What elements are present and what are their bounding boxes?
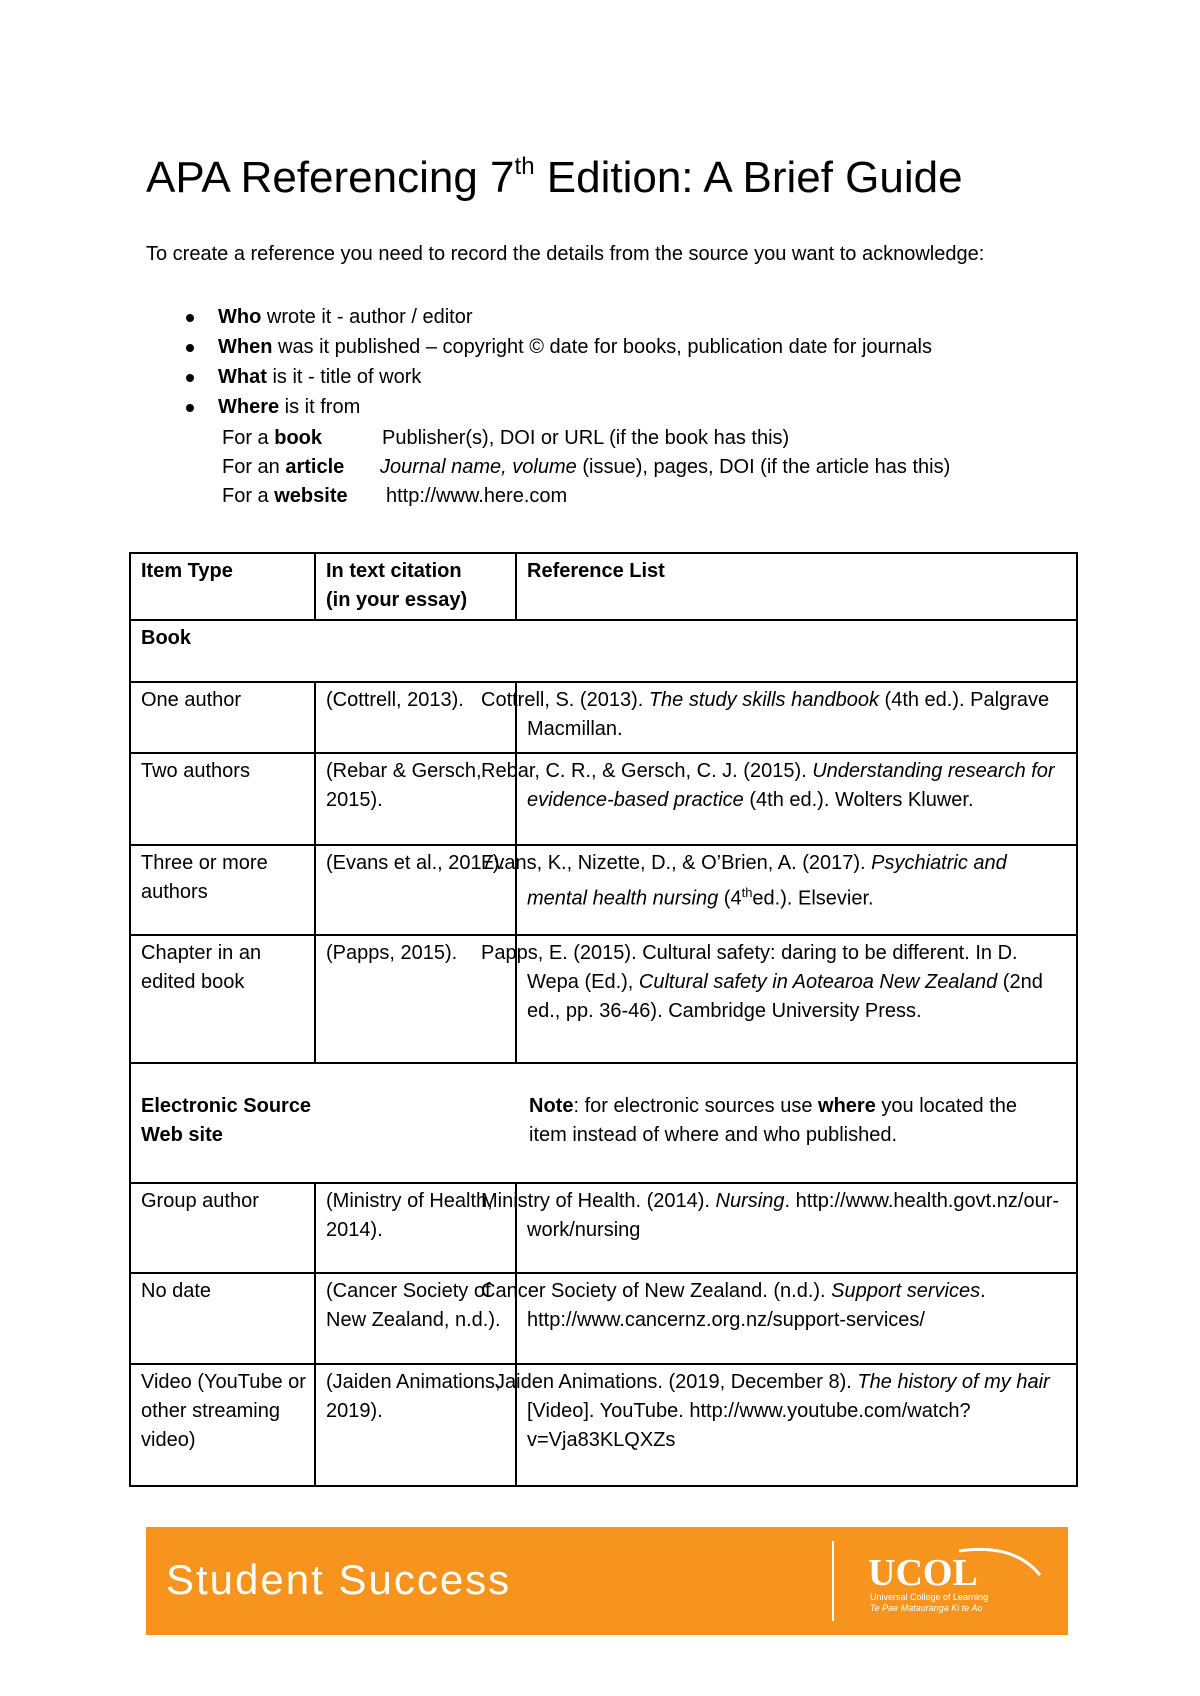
- table-row: [130, 753, 1077, 845]
- reference: Papps, E. (2015). Cultural safety: daring to be different. In D. Wepa (Ed.), Cultural safety in Aotearoa New Zealand (2nd ed., pp. 36-46). Cambridge University Press.: [516, 935, 1077, 1063]
- table-header-row: [130, 553, 1077, 620]
- logo-line-1: Universal College of Learning: [870, 1592, 989, 1602]
- reference: Cancer Society of New Zealand. (n.d.). Support services. http://www.cancernz.org.nz/support-services/: [516, 1273, 1077, 1364]
- item-type: Video (YouTube or other streaming video): [130, 1364, 315, 1486]
- item-type: Group author: [130, 1183, 315, 1273]
- footer-banner: [146, 1527, 1068, 1635]
- table-row: [130, 1183, 1077, 1273]
- reference: Evans, K., Nizette, D., & O’Brien, A. (2017). Psychiatric and mental health nursing (4thed.). Elsevier.: [516, 845, 1077, 935]
- item-type: Chapter in an edited book: [130, 935, 315, 1063]
- electronic-section: [130, 1063, 1077, 1183]
- bullet-icon: [186, 344, 194, 352]
- list-item: Who wrote it - author / editor: [146, 302, 1106, 332]
- bullet-icon: [186, 314, 194, 322]
- item-type: One author: [130, 682, 315, 753]
- table-row: [130, 845, 1077, 935]
- logo-line-2: Te Pae Matauranga Ki te Ao: [870, 1603, 983, 1613]
- page-title: APA Referencing 7th Edition: A Brief Guide: [146, 153, 963, 202]
- list-item: When was it published – copyright © date for books, publication date for journals: [146, 332, 1106, 362]
- header-citation: In text citation (in your essay): [315, 553, 516, 620]
- header-reference: Reference List: [516, 553, 1077, 620]
- bullet-icon: [186, 374, 194, 382]
- item-type: Two authors: [130, 753, 315, 845]
- footer-title: Student Success: [166, 1556, 512, 1603]
- details-list: [146, 302, 1106, 422]
- section-label: Book: [130, 620, 1077, 682]
- citation: (Jaiden Animations, 2019).: [315, 1364, 516, 1486]
- citation: (Rebar & Gersch, 2015).: [315, 753, 516, 845]
- table-row: [130, 1273, 1077, 1364]
- citation: (Evans et al., 2017).: [315, 845, 516, 935]
- header-item-type: Item Type: [130, 553, 315, 620]
- table-row: [130, 1364, 1077, 1486]
- item-type: No date: [130, 1273, 315, 1364]
- list-item: Where is it from: [146, 392, 1106, 422]
- citation: (Ministry of Health, 2014).: [315, 1183, 516, 1273]
- citation: (Cottrell, 2013).: [315, 682, 516, 753]
- electronic-note: Note: for electronic sources use where you located the item instead of where and who published.: [529, 1095, 1018, 1146]
- logo-name: UCOL: [868, 1552, 978, 1594]
- citation: (Papps, 2015).: [315, 935, 516, 1063]
- electronic-label: Electronic Source Web site: [141, 1095, 312, 1146]
- reference: Ministry of Health. (2014). Nursing. http://www.health.govt.nz/our-work/nursing: [516, 1183, 1077, 1273]
- list-item: What is it - title of work: [146, 362, 1106, 392]
- footer-divider: [832, 1541, 834, 1621]
- table-row: [130, 682, 1077, 753]
- ucol-logo: [864, 1545, 1044, 1617]
- section-row-electronic: [130, 1063, 1077, 1183]
- citation: (Cancer Society of New Zealand, n.d.).: [315, 1273, 516, 1364]
- item-type: Three or more authors: [130, 845, 315, 935]
- reference: Cottrell, S. (2013). The study skills handbook (4th ed.). Palgrave Macmillan.: [516, 682, 1077, 753]
- reference-table: [129, 552, 1078, 1487]
- bullet-icon: [186, 404, 194, 412]
- reference: Rebar, C. R., & Gersch, C. J. (2015). Understanding research for evidence-based practice (4th ed.). Wolters Kluwer.: [516, 753, 1077, 845]
- section-row-book: [130, 620, 1077, 682]
- reference: Jaiden Animations. (2019, December 8). The history of my hair [Video]. YouTube. http://www.youtube.com/watch?v=Vja83KLQXZs: [516, 1364, 1077, 1486]
- table-row: [130, 935, 1077, 1063]
- intro-text: To create a reference you need to record the details from the source you want to acknowledge:: [146, 243, 985, 265]
